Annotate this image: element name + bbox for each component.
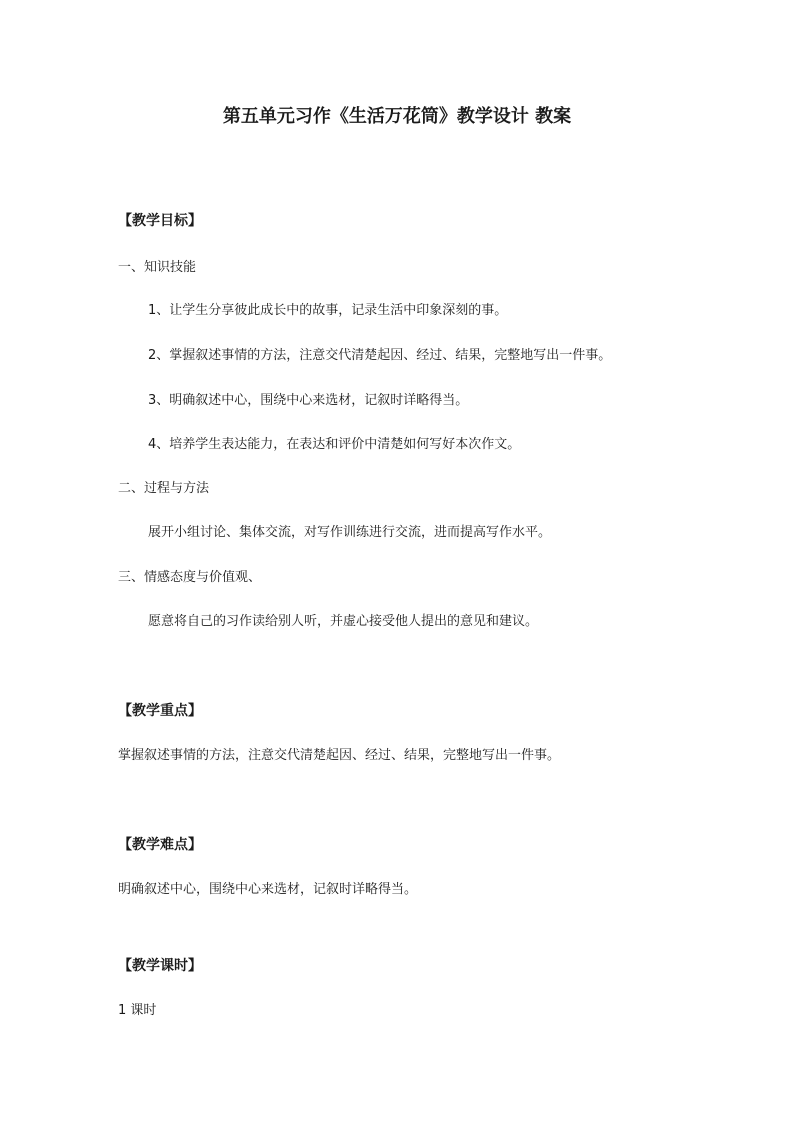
values-text: 愿意将自己的习作读给别人听，并虚心接受他人提出的意见和建议。: [148, 614, 539, 629]
values-heading: 三、情感态度与价值观、: [118, 570, 262, 585]
key-points-text: 掌握叙述事情的方法，注意交代清楚起因、经过、结果，完整地写出一件事。: [118, 748, 561, 763]
knowledge-item-1: 1、让学生分享彼此成长中的故事，记录生活中印象深刻的事。: [148, 303, 508, 318]
knowledge-item-3: 3、明确叙述中心，围绕中心来选材，记叙时详略得当。: [148, 393, 469, 408]
difficulties-heading: 【教学难点】: [118, 837, 202, 853]
document-title: 第五单元习作《生活万花筒》教学设计 教案: [222, 106, 572, 127]
process-heading: 二、过程与方法: [118, 481, 210, 496]
periods-heading: 【教学课时】: [118, 958, 202, 974]
knowledge-item-4: 4、培养学生表达能力，在表达和评价中清楚如何写好本次作文。: [148, 437, 521, 452]
objectives-heading: 【教学目标】: [118, 213, 202, 229]
periods-text: 1 课时: [118, 1003, 157, 1018]
process-text: 展开小组讨论、集体交流，对写作训练进行交流，进而提高写作水平。: [148, 525, 552, 540]
key-points-heading: 【教学重点】: [118, 703, 202, 719]
difficulties-text: 明确叙述中心，围绕中心来选材，记叙时详略得当。: [118, 882, 418, 897]
knowledge-item-2: 2、掌握叙述事情的方法，注意交代清楚起因、经过、结果，完整地写出一件事。: [148, 348, 612, 363]
knowledge-heading: 一、知识技能: [118, 260, 197, 275]
